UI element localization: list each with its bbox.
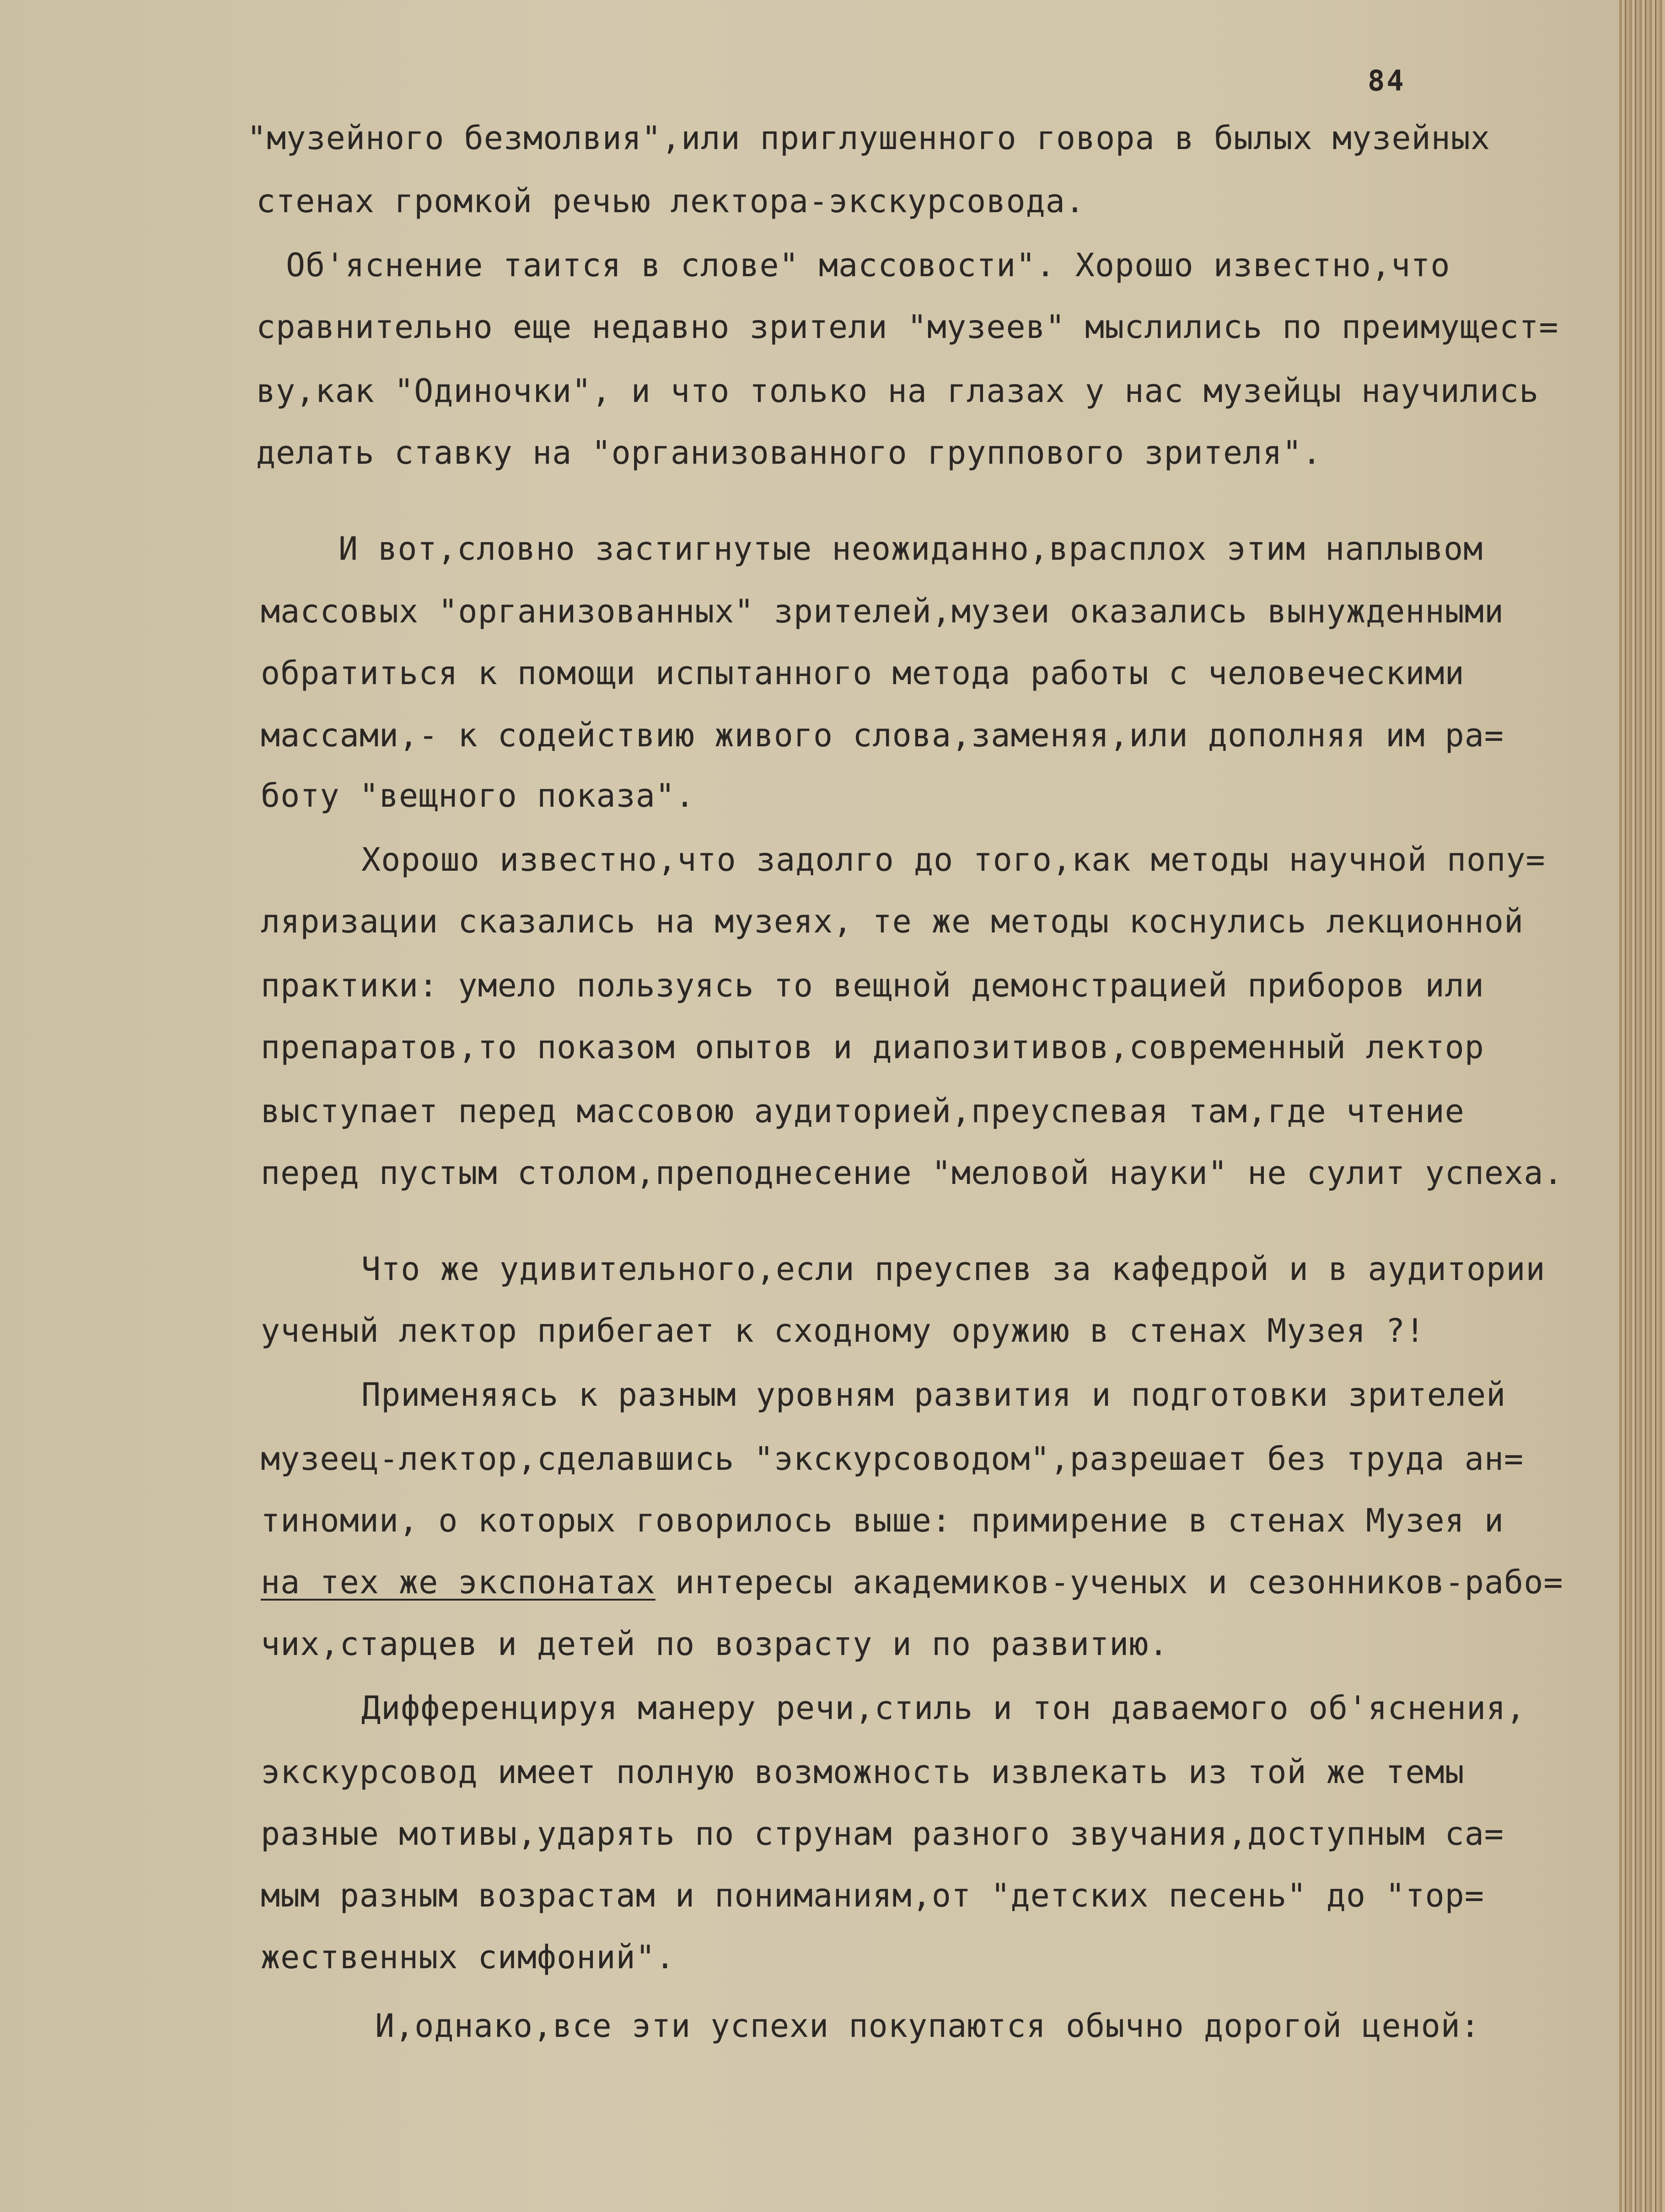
bound-page-edges	[1619, 0, 1665, 2212]
text-line: ученый лектор прибегает к сходному оружию в стенах Музея ?!	[261, 1312, 1425, 1350]
text-line: стенах громкой речью лектора-экскурсовода.	[256, 182, 1085, 220]
text-line: "музейного безмолвия",или приглушенного говора в былых музейных	[247, 119, 1491, 157]
text-line: Что же удивительного,если преуспев за кафедрой и в аудитории	[361, 1250, 1546, 1288]
text-line-rest: интересы академиков-ученых и сезонников-рабо=	[655, 1564, 1563, 1601]
text-line: массами,- к содействию живого слова,заменяя,или дополняя им ра=	[261, 717, 1504, 754]
text-line: чих,старцев и детей по возрасту и по развитию.	[261, 1625, 1169, 1663]
text-line: обратиться к помощи испытанного метода работы с человеческими	[261, 654, 1465, 692]
text-line: боту "вещного показа".	[261, 777, 695, 814]
text-line: И,однако,все эти успехи покупаются обычно дорогой ценой:	[375, 2007, 1481, 2045]
text-line: ляризации сказались на музеях, те же методы коснулись лекционной	[261, 903, 1524, 940]
text-line: ву,как "Одиночки", и что только на глазах у нас музейцы научились	[256, 372, 1539, 410]
text-line: экскурсовод имеет полную возможность извлекать из той же темы	[261, 1753, 1465, 1791]
text-line: И вот,словно застигнутые неожиданно,врасплох этим наплывом	[338, 530, 1483, 568]
text-line: препаратов,то показом опытов и диапозитивов,современный лектор	[261, 1028, 1484, 1066]
text-line: перед пустым столом,преподнесение "меловой науки" не сулит успеха.	[261, 1154, 1563, 1192]
underlined-phrase: на тех же экспонатах	[261, 1564, 655, 1601]
text-line: Применяясь к разным уровням развития и подготовки зрителей	[361, 1376, 1506, 1414]
text-line: мым разным возрастам и пониманиям,от "детских песень" до "тор=	[261, 1877, 1484, 1914]
text-line	[261, 1564, 1563, 1601]
text-line: практики: умело пользуясь то вещной демонстрацией приборов или	[261, 967, 1484, 1004]
text-line: жественных симфоний".	[261, 1939, 676, 1976]
text-line: выступает перед массовою аудиторией,преуспевая там,где чтение	[261, 1093, 1465, 1130]
text-line: сравнительно еще недавно зрители "музеев" мыслились по преимущест=	[256, 308, 1559, 346]
text-line: музеец-лектор,сделавшись "экскурсоводом",разрешает без труда ан=	[261, 1440, 1524, 1478]
text-line: Об'яснение таится в слове" массовости". Хорошо известно,что	[286, 246, 1450, 284]
text-line: Хорошо известно,что задолго до того,как методы научной попу=	[361, 841, 1546, 878]
text-line: тиномии, о которых говорилось выше: примирение в стенах Музея и	[261, 1502, 1504, 1539]
text-line: Дифференцируя манеру речи,стиль и тон даваемого об'яснения,	[361, 1689, 1526, 1727]
text-line: разные мотивы,ударять по струнам разного звучания,доступным са=	[261, 1815, 1504, 1853]
text-line: делать ставку на "организованного группового зрителя".	[256, 434, 1322, 471]
text-line: массовых "организованных" зрителей,музеи оказались вынужденными	[261, 593, 1504, 630]
page-number: 84	[1368, 64, 1406, 97]
